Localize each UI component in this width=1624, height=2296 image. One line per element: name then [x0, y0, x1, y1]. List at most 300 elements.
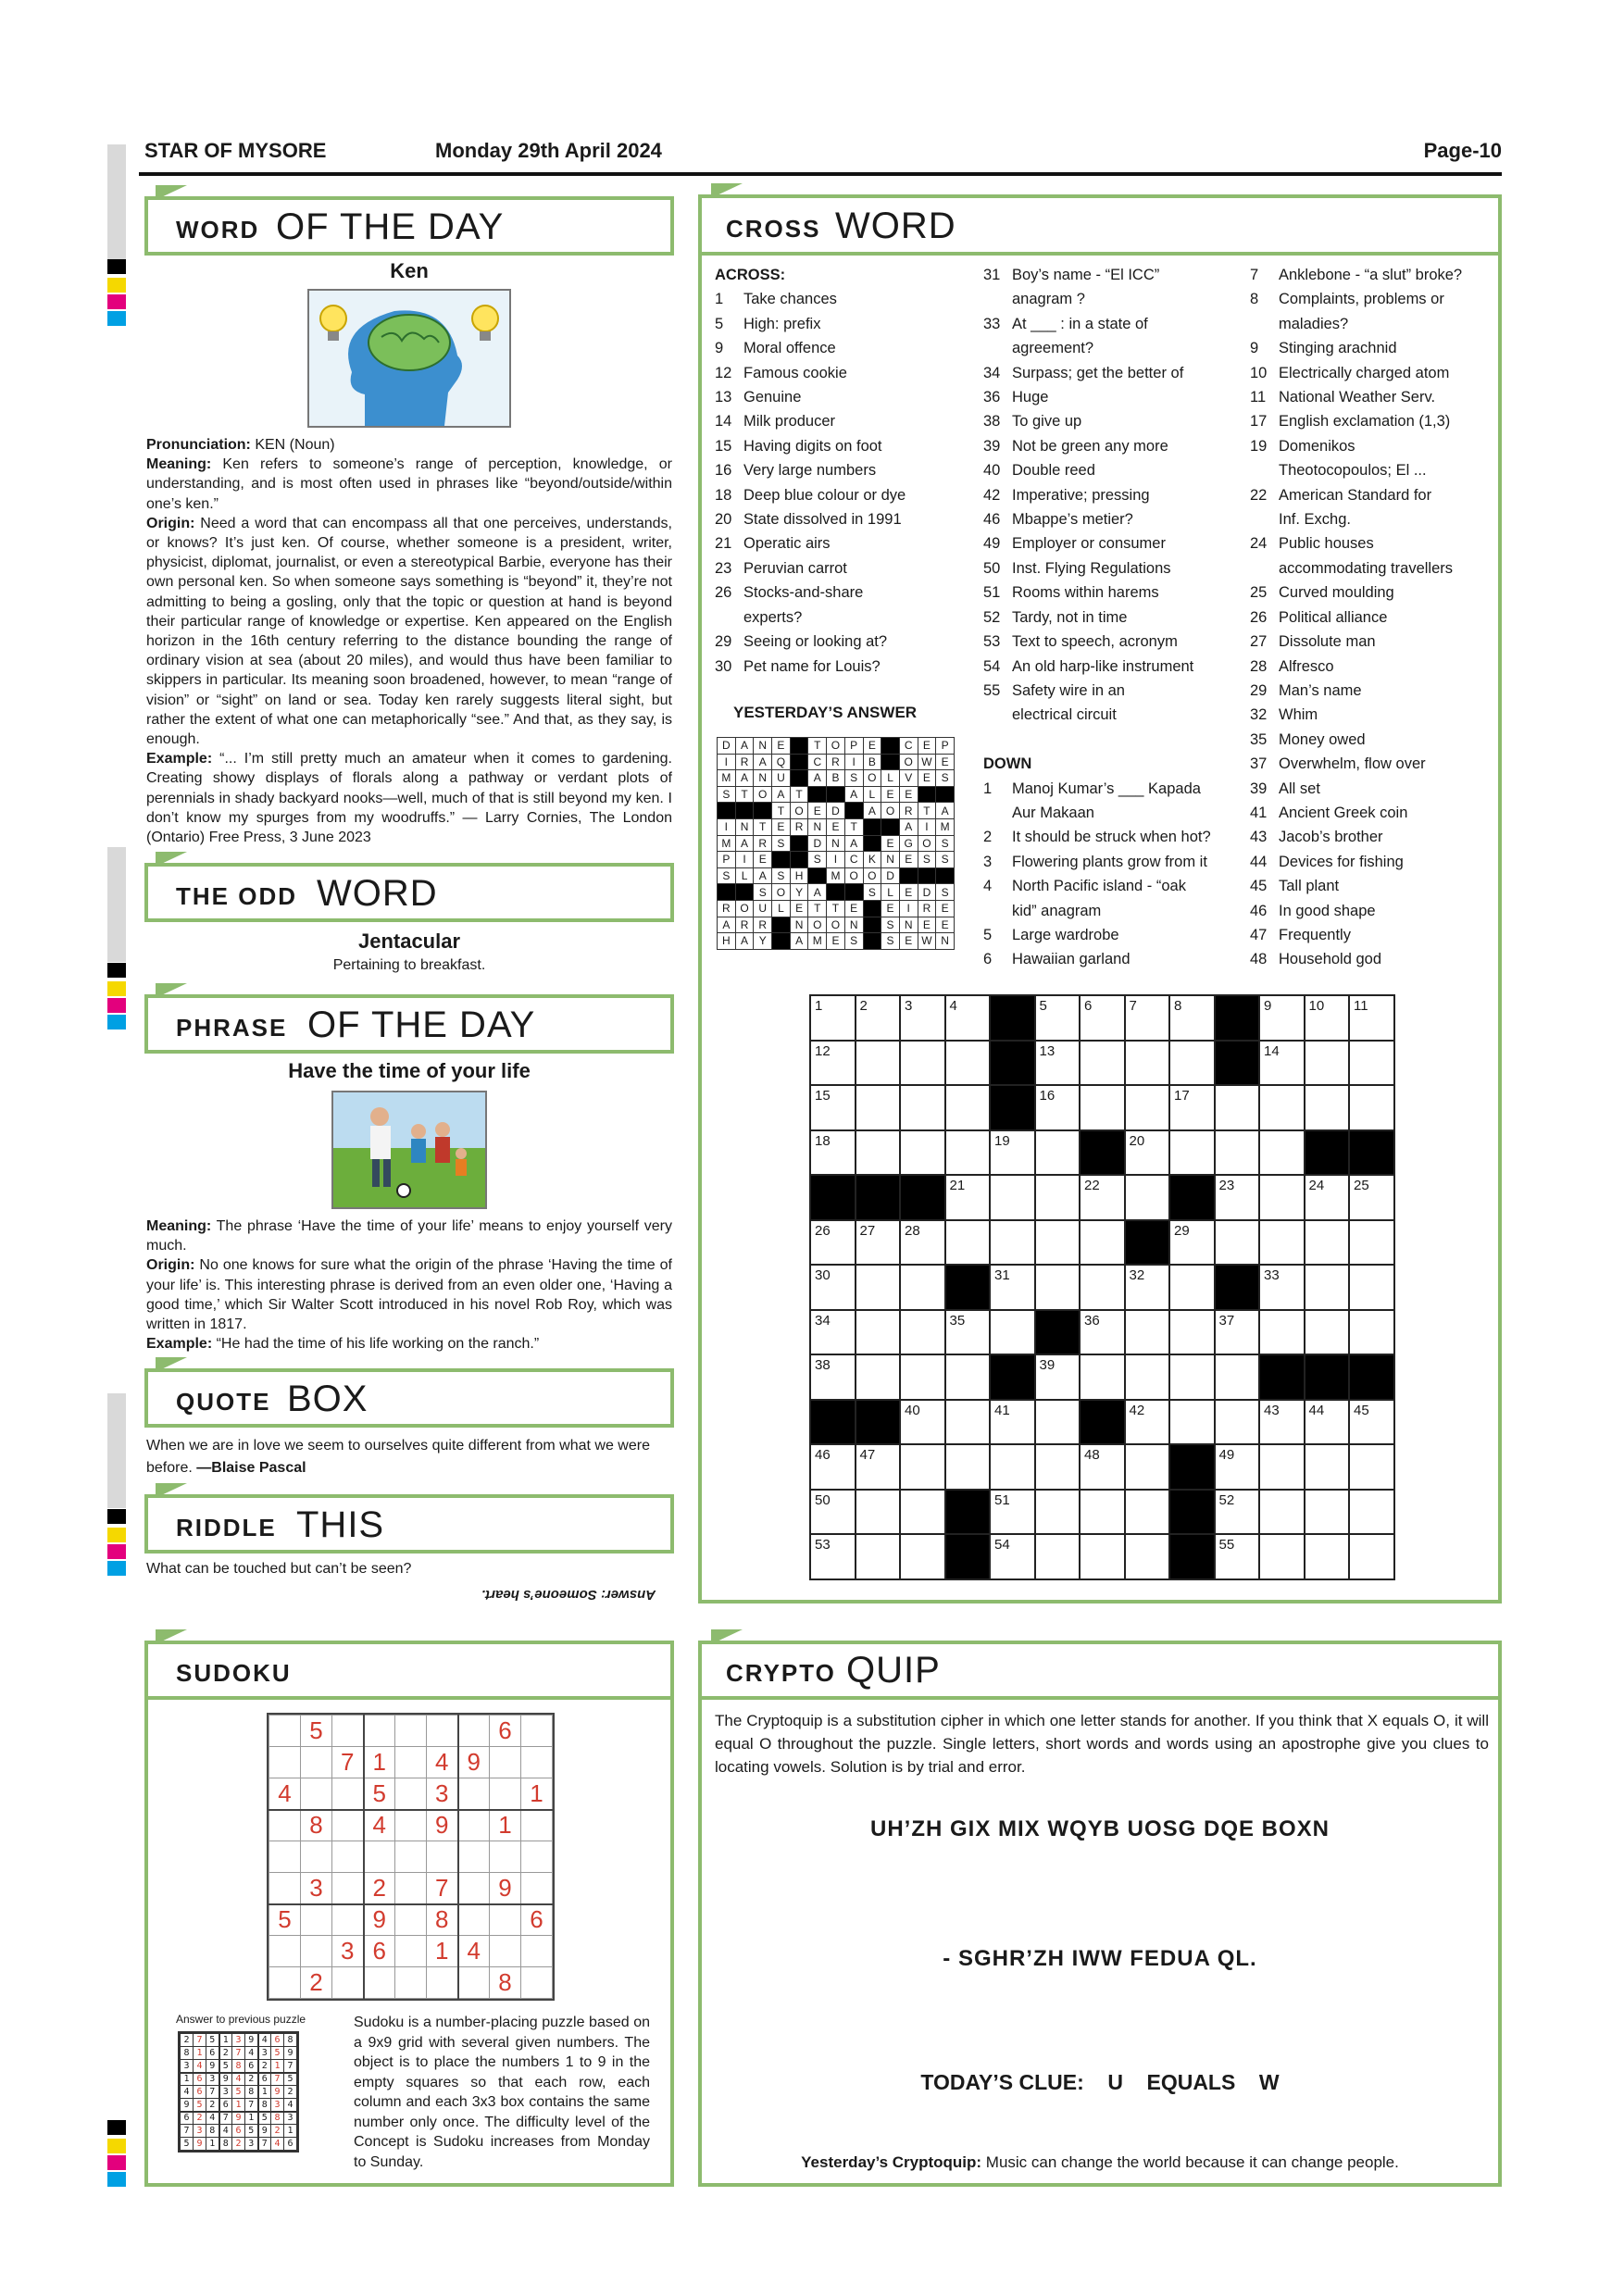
crossword-cell[interactable] — [1125, 1490, 1170, 1535]
crossword-cell[interactable]: 46 — [810, 1444, 856, 1490]
clue-row — [983, 263, 1243, 287]
riddle-title: RIDDLE THIS — [144, 1494, 674, 1554]
crossword-cell[interactable] — [1215, 1400, 1260, 1445]
crossword-cell[interactable] — [1349, 1490, 1394, 1535]
crossword-cell[interactable] — [1349, 1444, 1394, 1490]
clue-text: Manoj Kumar’s ___ Kapada — [1012, 780, 1201, 797]
sudoku-empty-cell[interactable] — [458, 1810, 490, 1841]
sudoku-empty-cell[interactable] — [301, 1904, 332, 1936]
crossword-cell[interactable]: 47 — [856, 1444, 901, 1490]
crossword-cell[interactable] — [1259, 1175, 1305, 1220]
crossword-cell[interactable] — [1125, 1041, 1170, 1086]
crossword-cell[interactable] — [1305, 1041, 1350, 1086]
black-cell — [772, 917, 791, 933]
crossword-cell[interactable]: 7 — [1125, 995, 1170, 1041]
sudoku-empty-cell[interactable] — [332, 1778, 364, 1810]
crossword-cell[interactable]: 27 — [856, 1220, 901, 1266]
previous-answer-cell: 3 — [245, 2138, 258, 2151]
crossword-cell[interactable] — [1125, 1310, 1170, 1355]
crossword-cell[interactable]: 34 — [810, 1310, 856, 1355]
answer-cell: A — [808, 770, 827, 787]
sudoku-empty-cell[interactable] — [427, 1716, 458, 1747]
clue-text: Overwhelm, flow over — [1279, 755, 1426, 773]
sudoku-empty-cell[interactable] — [521, 1716, 553, 1747]
sudoku-empty-cell[interactable] — [332, 1716, 364, 1747]
clue-number: 46 — [1250, 902, 1268, 919]
clue-row — [715, 287, 954, 311]
crossword-cell[interactable] — [1259, 1444, 1305, 1490]
sudoku-empty-cell[interactable] — [364, 1967, 395, 1999]
sudoku-empty-cell[interactable] — [269, 1810, 301, 1841]
sudoku-empty-cell[interactable] — [269, 1716, 301, 1747]
crossword-cell[interactable] — [1305, 1490, 1350, 1535]
clue-number: 44 — [1250, 853, 1268, 870]
crossword-cell[interactable]: 45 — [1349, 1400, 1394, 1445]
clue-number: 53 — [983, 633, 1001, 651]
sudoku-given-cell: 5 — [269, 1904, 301, 1936]
sudoku-empty-cell[interactable] — [490, 1841, 521, 1873]
sudoku-empty-cell[interactable] — [395, 1841, 427, 1873]
crossword-cell[interactable] — [900, 1444, 945, 1490]
crossword-cell[interactable] — [856, 1085, 901, 1130]
sudoku-empty-cell[interactable] — [395, 1810, 427, 1841]
sudoku-empty-cell[interactable] — [395, 1904, 427, 1936]
clue-text: Dissolute man — [1279, 633, 1376, 651]
black-cell — [1215, 1041, 1260, 1086]
sudoku-given-cell: 1 — [490, 1810, 521, 1841]
crossword-cell[interactable]: 3 — [900, 995, 945, 1041]
crossword-cell[interactable]: 23 — [1215, 1175, 1260, 1220]
sudoku-empty-cell[interactable] — [395, 1778, 427, 1810]
sudoku-given-cell: 6 — [521, 1904, 553, 1936]
crossword-cell[interactable] — [1349, 1310, 1394, 1355]
sudoku-empty-cell[interactable] — [301, 1747, 332, 1778]
crossword-cell[interactable]: 44 — [1305, 1400, 1350, 1445]
crossword-cell[interactable] — [900, 1265, 945, 1310]
crossword-cell[interactable] — [1259, 1534, 1305, 1579]
crossword-cell[interactable]: 24 — [1305, 1175, 1350, 1220]
sudoku-empty-cell[interactable] — [521, 1810, 553, 1841]
crossword-cell[interactable]: 19 — [990, 1130, 1035, 1176]
crossword-cell[interactable] — [1349, 1534, 1394, 1579]
sudoku-empty-cell[interactable] — [395, 1716, 427, 1747]
clue-text: Pet name for Louis? — [743, 657, 881, 675]
clue-number — [983, 287, 1012, 311]
black-cell — [1215, 995, 1260, 1041]
clue-row — [983, 874, 1243, 898]
crossword-cell[interactable] — [1125, 1354, 1170, 1400]
sudoku-given-cell: 9 — [364, 1904, 395, 1936]
crossword-cell[interactable]: 52 — [1215, 1490, 1260, 1535]
answer-cell: E — [918, 738, 936, 755]
crossword-cell[interactable] — [1215, 1220, 1260, 1266]
crossword-cell[interactable] — [990, 1220, 1035, 1266]
crossword-cell[interactable]: 25 — [1349, 1175, 1394, 1220]
clue-text: kid” anagram — [1012, 902, 1102, 919]
sudoku-empty-cell[interactable] — [521, 1873, 553, 1904]
crossword-cell[interactable] — [856, 1354, 901, 1400]
sudoku-empty-cell[interactable] — [458, 1841, 490, 1873]
clue-row — [1250, 287, 1494, 311]
sudoku-empty-cell[interactable] — [521, 1936, 553, 1967]
crossword-cell[interactable] — [900, 1085, 945, 1130]
sudoku-empty-cell[interactable] — [332, 1904, 364, 1936]
previous-answer-cell: 2 — [271, 2125, 284, 2138]
title-corner-mark — [156, 185, 187, 200]
crossword-cell[interactable] — [945, 1400, 991, 1445]
crossword-cell[interactable] — [900, 1354, 945, 1400]
sudoku-empty-cell[interactable] — [458, 1967, 490, 1999]
crossword-cell[interactable] — [1169, 1265, 1215, 1310]
clue-text: Electrically charged atom — [1279, 364, 1450, 381]
black-cell — [810, 1400, 856, 1445]
cryptoquip-clue: TODAY’S CLUE: U EQUALS W — [920, 2070, 1280, 2094]
crossword-cell[interactable] — [1305, 1310, 1350, 1355]
crossword-cell[interactable] — [1259, 1085, 1305, 1130]
crossword-cell[interactable]: 55 — [1215, 1534, 1260, 1579]
sudoku-empty-cell[interactable] — [332, 1810, 364, 1841]
previous-answer-cell: 6 — [245, 2060, 258, 2073]
crossword-cell[interactable] — [1035, 1490, 1081, 1535]
answer-cell: T — [772, 803, 791, 819]
title-corner-mark — [156, 1483, 187, 1498]
crossword-cell[interactable] — [1349, 1085, 1394, 1130]
crossword-cell[interactable]: 20 — [1125, 1130, 1170, 1176]
crossword-cell[interactable]: 39 — [1035, 1354, 1081, 1400]
sudoku-empty-cell[interactable] — [332, 1841, 364, 1873]
crossword-cell[interactable] — [990, 1444, 1035, 1490]
sudoku-empty-cell[interactable] — [521, 1841, 553, 1873]
answer-cell: D — [808, 835, 827, 852]
crossword-cell[interactable]: 4 — [945, 995, 991, 1041]
sudoku-empty-cell[interactable] — [427, 1841, 458, 1873]
crossword-cell[interactable] — [1259, 1220, 1305, 1266]
clue-text: Stocks-and-share — [743, 584, 864, 602]
crossword-cell[interactable]: 41 — [990, 1400, 1035, 1445]
clue-text: English exclamation (1,3) — [1279, 413, 1451, 430]
crossword-cell[interactable]: 16 — [1035, 1085, 1081, 1130]
crossword-cell[interactable] — [1349, 1041, 1394, 1086]
crossword-cell[interactable]: 18 — [810, 1130, 856, 1176]
crossword-cell[interactable] — [1080, 1534, 1125, 1579]
crossword-cell[interactable] — [1349, 1265, 1394, 1310]
crossword-cell[interactable] — [990, 1175, 1035, 1220]
crossword-cell[interactable] — [856, 1534, 901, 1579]
crossword-cell[interactable] — [1080, 1265, 1125, 1310]
previous-answer-cell: 4 — [194, 2060, 206, 2073]
answer-cell: B — [863, 754, 881, 770]
sudoku-empty-cell[interactable] — [395, 1873, 427, 1904]
crossword-cell[interactable] — [1035, 1220, 1081, 1266]
crossword-cell[interactable]: 36 — [1080, 1310, 1125, 1355]
crossword-cell[interactable]: 32 — [1125, 1265, 1170, 1310]
sudoku-empty-cell[interactable] — [490, 1778, 521, 1810]
clue-number: 26 — [715, 584, 732, 602]
previous-answer-cell: 7 — [284, 2060, 297, 2073]
sudoku-empty-cell[interactable] — [269, 1873, 301, 1904]
crossword-cell[interactable]: 12 — [810, 1041, 856, 1086]
crossword-cell[interactable] — [1215, 1085, 1260, 1130]
black-cell — [863, 933, 881, 950]
down-clues-col3 — [1250, 263, 1494, 972]
clue-number: 52 — [983, 608, 1001, 626]
answer-cell: E — [827, 818, 845, 835]
sudoku-empty-cell[interactable] — [490, 1747, 521, 1778]
crossword-cell[interactable]: 28 — [900, 1220, 945, 1266]
crossword-cell[interactable]: 33 — [1259, 1265, 1305, 1310]
crossword-cell[interactable]: 49 — [1215, 1444, 1260, 1490]
clue-text: Alfresco — [1279, 657, 1334, 675]
answer-cell: O — [863, 867, 881, 884]
crossword-cell[interactable]: 37 — [1215, 1310, 1260, 1355]
crossword-cell[interactable] — [1169, 1310, 1215, 1355]
crossword-cell[interactable]: 35 — [945, 1310, 991, 1355]
crossword-cell[interactable]: 48 — [1080, 1444, 1125, 1490]
across-clues-col1 — [715, 263, 954, 679]
crossword-cell[interactable] — [1035, 1175, 1081, 1220]
clue-row — [715, 385, 954, 409]
crossword-cell[interactable]: 40 — [900, 1400, 945, 1445]
crossword-cell[interactable] — [1305, 1220, 1350, 1266]
clue-text: Employer or consumer — [1012, 535, 1166, 553]
crossword-cell[interactable] — [900, 1534, 945, 1579]
crossword-cell[interactable] — [945, 1220, 991, 1266]
page-number: Page-10 — [1423, 139, 1502, 162]
sudoku-empty-cell[interactable] — [458, 1873, 490, 1904]
crossword-cell[interactable] — [1305, 1085, 1350, 1130]
crossword-cell[interactable]: 54 — [990, 1534, 1035, 1579]
odd-word-meaning: Pertaining to breakfast. — [332, 957, 486, 973]
black-cell — [1169, 1534, 1215, 1579]
crossword-cell[interactable] — [1080, 1490, 1125, 1535]
sudoku-empty-cell[interactable] — [490, 1904, 521, 1936]
crossword-cell[interactable] — [1169, 1130, 1215, 1176]
crossword-cell[interactable] — [945, 1130, 991, 1176]
clue-row — [1250, 947, 1494, 971]
crossword-cell[interactable]: 2 — [856, 995, 901, 1041]
clue-row — [983, 850, 1243, 874]
answer-cell: E — [918, 770, 936, 787]
clue-row — [715, 409, 954, 433]
clue-row — [983, 287, 1243, 311]
sudoku-empty-cell[interactable] — [269, 1967, 301, 1999]
sudoku-empty-cell[interactable] — [427, 1967, 458, 1999]
crossword-cell[interactable] — [1125, 1444, 1170, 1490]
crossword-cell[interactable] — [945, 1444, 991, 1490]
crossword-cell[interactable] — [1035, 1130, 1081, 1176]
crossword-cell[interactable] — [1259, 1310, 1305, 1355]
sudoku-empty-cell[interactable] — [458, 1716, 490, 1747]
clue-row — [983, 434, 1243, 458]
answer-cell: R — [918, 900, 936, 917]
sudoku-given-cell: 9 — [490, 1873, 521, 1904]
crossword-cell[interactable] — [1215, 1354, 1260, 1400]
crossword-cell[interactable] — [1169, 1400, 1215, 1445]
answer-cell: P — [936, 738, 955, 755]
crossword-cell[interactable]: 38 — [810, 1354, 856, 1400]
black-cell — [1169, 1444, 1215, 1490]
answer-cell: O — [772, 884, 791, 901]
crossword-cell[interactable]: 29 — [1169, 1220, 1215, 1266]
clue-row — [1250, 752, 1494, 776]
crossword-cell[interactable] — [856, 1265, 901, 1310]
sudoku-empty-cell[interactable] — [395, 1967, 427, 1999]
crossword-cell[interactable] — [1080, 1354, 1125, 1400]
crossword-cell[interactable]: 1 — [810, 995, 856, 1041]
crossword-cell[interactable] — [1035, 1400, 1081, 1445]
sudoku-empty-cell[interactable] — [490, 1936, 521, 1967]
sudoku-empty-cell[interactable] — [269, 1841, 301, 1873]
crossword-cell[interactable] — [1125, 1534, 1170, 1579]
answer-cell: S — [718, 786, 736, 803]
clue-row — [983, 777, 1243, 801]
black-cell — [772, 933, 791, 950]
clue-row — [715, 630, 954, 654]
crossword-cell[interactable] — [1125, 1085, 1170, 1130]
crossword-cell[interactable]: 30 — [810, 1265, 856, 1310]
black-cell — [810, 1175, 856, 1220]
crossword-cell[interactable] — [1125, 1175, 1170, 1220]
previous-answer-cell: 1 — [194, 2047, 206, 2060]
crossword-cell[interactable] — [945, 1041, 991, 1086]
crossword-cell[interactable] — [990, 1310, 1035, 1355]
crossword-cell[interactable]: 50 — [810, 1490, 856, 1535]
clue-row — [983, 630, 1243, 654]
previous-answer-cell: 4 — [245, 2047, 258, 2060]
crossword-cell[interactable] — [900, 1490, 945, 1535]
crossword-cell[interactable] — [1259, 1490, 1305, 1535]
crossword-cell[interactable] — [1259, 1130, 1305, 1176]
black-cell — [936, 867, 955, 884]
crossword-cell[interactable]: 22 — [1080, 1175, 1125, 1220]
answer-cell: S — [936, 884, 955, 901]
sudoku-empty-cell[interactable] — [269, 1747, 301, 1778]
black-cell — [772, 852, 791, 868]
clue-text: electrical circuit — [1012, 706, 1117, 724]
sudoku-empty-cell[interactable] — [395, 1747, 427, 1778]
crossword-cell[interactable]: 8 — [1169, 995, 1215, 1041]
crossword-cell[interactable] — [1169, 1041, 1215, 1086]
clue-number — [1250, 507, 1279, 531]
clue-text: Political alliance — [1279, 608, 1388, 626]
clue-text: Hawaiian garland — [1012, 951, 1131, 968]
answer-cell: P — [718, 852, 736, 868]
crossword-cell[interactable] — [900, 1310, 945, 1355]
crossword-cell[interactable]: 43 — [1259, 1400, 1305, 1445]
clue-text: Seeing or looking at? — [743, 633, 888, 651]
crossword-cell[interactable]: 21 — [945, 1175, 991, 1220]
crossword-cell[interactable]: 31 — [990, 1265, 1035, 1310]
crossword-cell[interactable]: 10 — [1305, 995, 1350, 1041]
crossword-cell[interactable] — [1035, 1444, 1081, 1490]
crossword-cell[interactable] — [1305, 1265, 1350, 1310]
previous-answer-cell: 6 — [181, 2112, 194, 2125]
crossword-cell[interactable] — [856, 1041, 901, 1086]
sudoku-empty-cell[interactable] — [395, 1936, 427, 1967]
answer-cell: E — [808, 803, 827, 819]
sudoku-empty-cell[interactable] — [521, 1747, 553, 1778]
crossword-cell[interactable]: 11 — [1349, 995, 1394, 1041]
clue-text: Aur Makaan — [1012, 804, 1094, 821]
crossword-cell[interactable] — [856, 1130, 901, 1176]
answer-cell: W — [918, 754, 936, 770]
sudoku-empty-cell[interactable] — [458, 1778, 490, 1810]
answer-cell: T — [754, 818, 772, 835]
crossword-cell[interactable]: 14 — [1259, 1041, 1305, 1086]
clue-text: To give up — [1012, 413, 1082, 430]
clue-number: 5 — [715, 315, 724, 332]
crossword-cell[interactable] — [1035, 1265, 1081, 1310]
sudoku-empty-cell[interactable] — [364, 1716, 395, 1747]
crossword-cell[interactable]: 15 — [810, 1085, 856, 1130]
sudoku-empty-cell[interactable] — [301, 1778, 332, 1810]
clue-row — [1250, 483, 1494, 507]
crossword-cell[interactable] — [900, 1041, 945, 1086]
crossword-cell[interactable]: 51 — [990, 1490, 1035, 1535]
registration-strip — [107, 1544, 126, 1559]
clue-number: 35 — [1250, 730, 1268, 748]
crossword-cell[interactable]: 17 — [1169, 1085, 1215, 1130]
black-cell — [718, 884, 736, 901]
black-cell — [808, 786, 827, 803]
clue-row — [1250, 605, 1494, 630]
crossword-cell[interactable] — [856, 1310, 901, 1355]
clue-number: 39 — [983, 437, 1001, 455]
crossword-cell[interactable] — [1080, 1041, 1125, 1086]
sudoku-empty-cell[interactable] — [332, 1967, 364, 1999]
crossword-cell[interactable] — [945, 1085, 991, 1130]
clue-row — [983, 801, 1243, 825]
crossword-cell[interactable] — [1305, 1444, 1350, 1490]
sudoku-empty-cell[interactable] — [332, 1873, 364, 1904]
answer-cell: E — [936, 754, 955, 770]
answer-cell: D — [918, 884, 936, 901]
clue-number — [1250, 556, 1279, 580]
crossword-cell[interactable] — [1035, 1534, 1081, 1579]
sudoku-empty-cell[interactable] — [269, 1936, 301, 1967]
sudoku-empty-cell[interactable] — [458, 1904, 490, 1936]
answer-cell: O — [735, 900, 754, 917]
crossword-cell[interactable] — [900, 1130, 945, 1176]
sudoku-empty-cell[interactable] — [521, 1967, 553, 1999]
crossword-cell[interactable]: 5 — [1035, 995, 1081, 1041]
clue-text: Operatic airs — [743, 535, 831, 553]
crossword-cell[interactable]: 42 — [1125, 1400, 1170, 1445]
crossword-cell[interactable]: 9 — [1259, 995, 1305, 1041]
crossword-cell[interactable]: 53 — [810, 1534, 856, 1579]
sudoku-empty-cell[interactable] — [364, 1841, 395, 1873]
crossword-cell[interactable] — [1215, 1130, 1260, 1176]
crossword-cell[interactable]: 6 — [1080, 995, 1125, 1041]
sudoku-empty-cell[interactable] — [301, 1841, 332, 1873]
crossword-cell[interactable] — [1080, 1085, 1125, 1130]
crossword-cell[interactable]: 13 — [1035, 1041, 1081, 1086]
clue-number: 39 — [1250, 780, 1268, 797]
clue-row — [1250, 825, 1494, 849]
sudoku-empty-cell[interactable] — [301, 1936, 332, 1967]
crossword-cell[interactable] — [1169, 1354, 1215, 1400]
previous-answer-cell: 8 — [206, 2125, 219, 2138]
crossword-cell[interactable] — [1349, 1220, 1394, 1266]
answer-cell: S — [844, 933, 863, 950]
previous-answer-cell: 4 — [219, 2125, 232, 2138]
crossword-cell[interactable] — [945, 1354, 991, 1400]
crossword-cell[interactable]: 26 — [810, 1220, 856, 1266]
crossword-cell[interactable] — [1305, 1534, 1350, 1579]
crossword-cell[interactable] — [856, 1490, 901, 1535]
crossword-cell[interactable] — [1080, 1220, 1125, 1266]
clue-text: Famous cookie — [743, 364, 847, 381]
